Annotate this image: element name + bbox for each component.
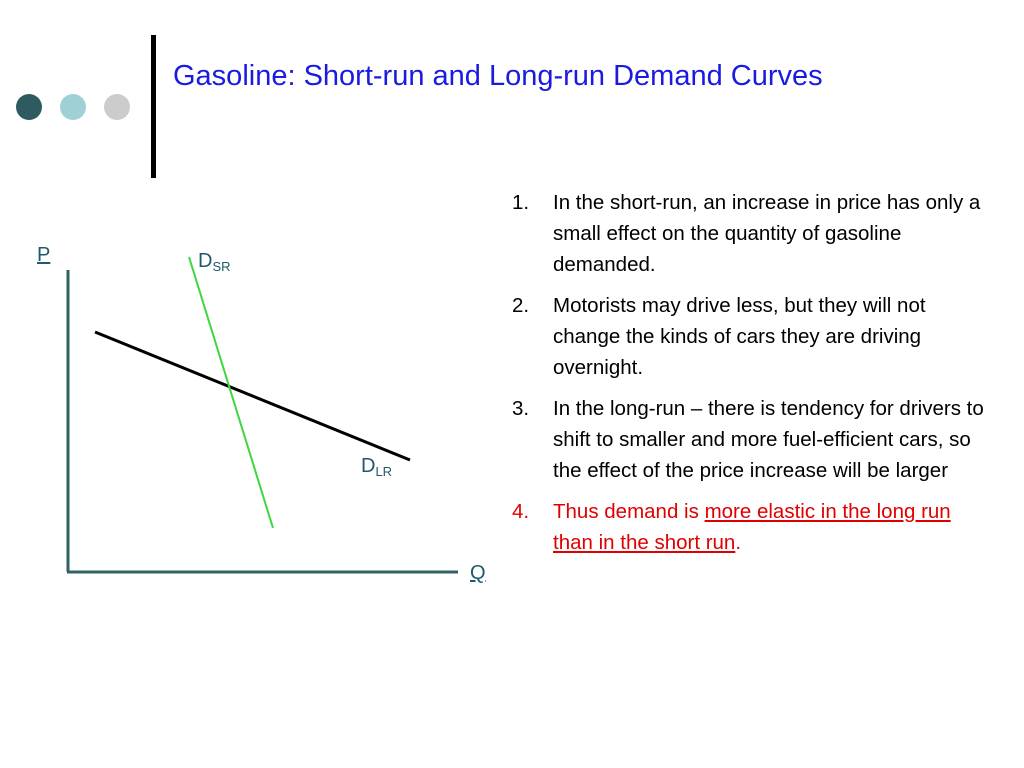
list-item xyxy=(512,187,992,280)
x-axis-label: Q xyxy=(470,562,486,584)
conclusion-text-start: Thus demand is xyxy=(553,500,705,523)
short-run-curve-label xyxy=(198,250,231,274)
list-item xyxy=(512,393,992,486)
slide-title: Gasoline: Short-run and Long-run Demand Curves xyxy=(173,60,823,92)
list-item-number: 4. xyxy=(512,500,530,523)
conclusion-link[interactable]: more elastic in the long run than in the short run xyxy=(553,500,951,554)
conclusion-text-end: . xyxy=(735,531,742,554)
list-item-text: In the short-run, an increase in price has only a small effect on the quantity of gasoline demanded. xyxy=(553,191,981,276)
y-axis-label: P xyxy=(37,244,51,266)
list-item-number: 3. xyxy=(512,397,530,420)
long-run-curve-label-subscript: LR xyxy=(375,464,393,479)
list-item-text: Motorists may drive less, but they will not change the kinds of cars they are driving overnight. xyxy=(553,294,926,379)
short-run-curve-label-main: D xyxy=(198,250,213,272)
conclusion-item xyxy=(512,496,992,558)
short-run-demand-curve xyxy=(189,257,273,528)
list-item-number: 2. xyxy=(512,294,530,317)
long-run-demand-curve xyxy=(95,332,410,460)
list-item xyxy=(512,290,992,383)
long-run-curve-label-main: D xyxy=(361,455,376,477)
short-run-curve-label-subscript: SR xyxy=(212,259,231,274)
explanation-list xyxy=(512,187,992,568)
long-run-curve-label xyxy=(361,455,392,479)
list-item-number: 1. xyxy=(512,191,530,214)
list-item-text: In the long-run – there is tendency for drivers to shift to smaller and more fuel-efficient cars, so the effect of the price increase will be larger xyxy=(553,397,984,482)
